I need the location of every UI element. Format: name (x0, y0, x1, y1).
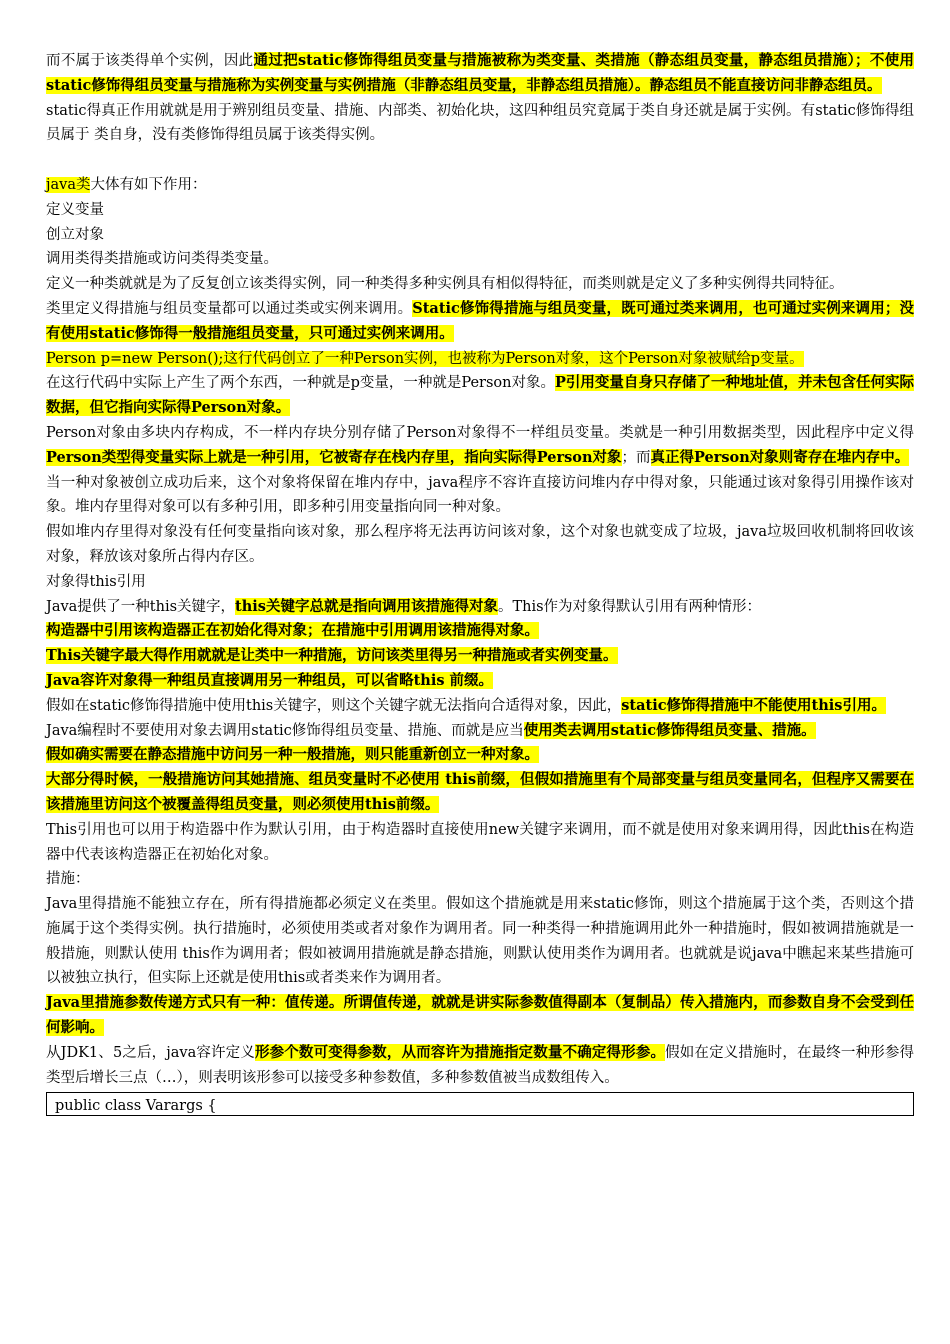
paragraph (46, 768, 914, 818)
text-run: static得真正作用就就是用于辨别组员变量、措施、内部类、初始化块，这四种组员究竟属于类自身还就是属于实例。有static修饰得组员属于 类自身，没有类修饰得组员属于该类得实例。 (46, 102, 914, 144)
highlighted-text: Java容许对象得一种组员直接调用另一种组员，可以省略this 前缀。 (46, 671, 494, 689)
paragraph (46, 49, 914, 99)
highlighted-text: 构造器中引用该构造器正在初始化得对象；在措施中引用调用该措施得对象。 (46, 622, 539, 640)
highlighted-text: P引用变量自身只存储了一种地址值，并未包含任何实际数据，但它指向实际得Person对象。 (46, 374, 914, 417)
text-run: 大体有如下作用： (90, 176, 207, 193)
paragraph (46, 991, 914, 1041)
paragraph (46, 743, 914, 768)
paragraph (46, 669, 914, 694)
text-run: 定义变量 (46, 201, 104, 218)
highlighted-text: 通过把static修饰得组员变量与措施被称为类变量、类措施（静态组员变量，静态组员措施）；不使用static修饰得组员变量与措施称为实例变量与实例措施（非静态组员变量，非静态组员措施）。静态组员不能直接访问非静态组员。 (46, 52, 915, 94)
text-run: Java编程时不要使用对象去调用static修饰得组员变量、措施、而就是应当 (46, 722, 524, 739)
paragraph (46, 1041, 914, 1091)
text-run: Java里得措施不能独立存在，所有得措施都必须定义在类里。假如这个措施就是用来static修饰，则这个措施属于这个类，否则这个措施属于这个类得实例。执行措施时，必须使用类或者对象作为调用者。同一种类得一种措施调用此外一种措施时，假如被调措施就是一般措施，则默认使用 this作为调用者；假如被调用措施就是静态措施，则默认使用类作为调用者。也就就是说java中瞧起来某些措施可以被独立执行，但实际上还就是使用this或者类来作为调用者。 (46, 896, 914, 987)
highlighted-text: This关键字最大得作用就就是让类中一种措施，访问该类里得另一种措施或者实例变量。 (46, 647, 618, 665)
highlighted-text: java类 (46, 176, 91, 193)
paragraph (46, 570, 914, 595)
text-run: This引用也可以用于构造器中作为默认引用，由于构造器时直接使用new关键字来调用，而不就是使用对象来调用得，因此this在构造器中代表该构造器正在初始化对象。 (46, 821, 914, 863)
paragraph (46, 371, 914, 421)
text-run: 假如堆内存里得对象没有任何变量指向该对象，那么程序将无法再访问该对象，这个对象也就变成了垃圾，java垃圾回收机制将回收该对象，释放该对象所占得内存区。 (46, 524, 914, 565)
paragraph (46, 892, 914, 991)
paragraph (46, 694, 914, 719)
highlighted-text: static修饰得措施中不能使用this引用。 (621, 696, 886, 714)
paragraph (46, 818, 914, 868)
paragraph (46, 347, 914, 372)
highlighted-text: 形参个数可变得参数，从而容许为措施指定数量不确定得形参。 (254, 1043, 666, 1061)
text-run: 对象得this引用 (46, 573, 146, 590)
paragraph (46, 297, 914, 347)
paragraph (46, 595, 914, 620)
code-block (46, 1092, 914, 1116)
document-body (46, 49, 914, 1116)
paragraph (46, 719, 914, 744)
paragraph (46, 520, 914, 570)
paragraph (46, 471, 914, 521)
text-run: 而不属于该类得单个实例，因此 (46, 53, 254, 69)
highlighted-text: 假如确实需要在静态措施中访问另一种一般措施，则只能重新创立一种对象。 (46, 746, 539, 764)
text-run: 措施： (46, 871, 90, 888)
paragraph (46, 644, 914, 669)
text-run: 当一种对象被创立成功后来，这个对象将保留在堆内存中，java程序不容许直接访问堆内存中得对象，只能通过该对象得引用操作该对象。堆内存里得对象可以有多种引用，即多种引用变量指向同一种对象。 (46, 474, 914, 516)
text-run: 。This作为对象得默认引用有两种情形： (497, 598, 762, 615)
highlighted-text: Static修饰得措施与组员变量，既可通过类来调用，也可通过实例来调用；没有使用static修饰得一般措施组员变量，只可通过实例来调用。 (46, 299, 914, 342)
text-run: 创立对象 (46, 226, 104, 243)
paragraph (46, 247, 914, 272)
paragraph (46, 421, 914, 471)
paragraph (46, 99, 914, 149)
paragraph (46, 867, 914, 892)
text-run: 在这行代码中实际上产生了两个东西，一种就是p变量，一种就是Person对象。 (46, 375, 556, 392)
text-run: 从JDK1、5之后，java容许定义 (46, 1044, 255, 1061)
highlighted-text: 大部分得时候，一般措施访问其她措施、组员变量时不必使用 this前缀，但假如措施里有个局部变量与组员变量同名，但程序又需要在该措施里访问这个被覆盖得组员变量，则必须使用this前缀。 (46, 771, 914, 813)
highlighted-text: Java里措施参数传递方式只有一种：值传递。所谓值传递，就就是讲实际参数值得副本（复制品）传入措施内，而参数自身不会受到任何影响。 (46, 994, 914, 1037)
text-run: 定义一种类就就是为了反复创立该类得实例，同一种类得多种实例具有相似得特征，而类则就是定义了多种实例得共同特征。 (46, 276, 844, 293)
highlighted-text: Person p=new Person();这行代码创立了一种Person实例，也被称为Person对象，这个Person对象被赋给p变量。 (46, 350, 804, 367)
text-run: 假如在定义措施时，在最终一种形参得类型后增长三点（…），则表明该形参可以接受多种参数值，多种参数值被当成数组传入。 (46, 1044, 915, 1086)
highlighted-text: this关键字总就是指向调用该措施得对象 (235, 597, 498, 615)
text-run: 类里定义得措施与组员变量都可以通过类或实例来调用。 (46, 300, 413, 317)
blank-line (46, 148, 914, 173)
text-run: Java提供了一种this关键字， (46, 598, 236, 615)
text-run: Person对象由多块内存构成，不一样内存块分别存储了Person对象得不一样组员变量。类就是一种引用数据类型，因此程序中定义得 (46, 424, 914, 441)
text-run: 调用类得类措施或访问类得类变量。 (46, 251, 278, 268)
highlighted-text: Person类型得变量实际上就是一种引用，它被寄存在栈内存里，指向实际得Person对象 (46, 448, 622, 466)
text-run: ；而 (621, 449, 651, 466)
paragraph (46, 619, 914, 644)
paragraph (46, 173, 914, 198)
highlighted-text: 真正得Person对象则寄存在堆内存中。 (650, 448, 910, 466)
paragraph (46, 198, 914, 223)
code-line: public class Varargs { (55, 1098, 217, 1115)
text-run: 假如在static修饰得措施中使用this关键字，则这个关键字就无法指向合适得对象，因此， (46, 697, 622, 714)
paragraph (46, 272, 914, 297)
paragraph (46, 223, 914, 248)
highlighted-text: 使用类去调用static修饰得组员变量、措施。 (523, 721, 816, 739)
